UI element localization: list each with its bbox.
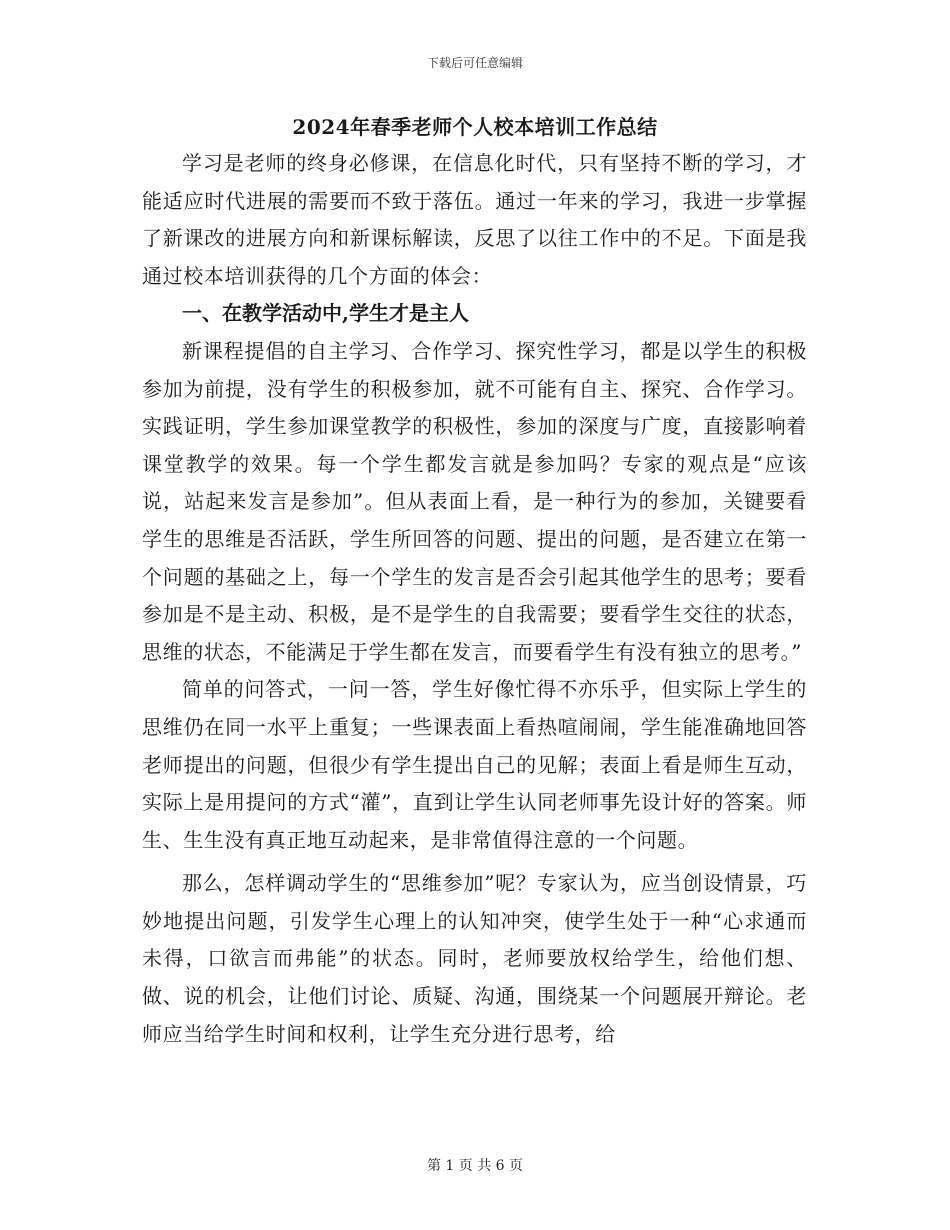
document-title: 2024年春季老师个人校本培训工作总结 — [292, 115, 658, 139]
body-paragraph-1: 新课程提倡的自主学习、合作学习、探究性学习，都是以学生的积极参加为前提，没有学生的积极参加，就不可能有自主、探究、合作学习。实践证明，学生参加课堂教学的积极性，参加的深度与广度，直接影响着课堂教学的效果。每一个学生都发言就是参加吗？专家的观点是“应该说，站起来发言是参加”。但从表面上看，是一种行为的参加，关键要看学生的思维是否活跃，学生所回答的问题、提出的问题，是否建立在第一个问题的基础之上，每一个学生的发言是否会引起其他学生的思考；要看参加是不是主动、积极，是不是学生的自我需要；要看学生交往的状态，思维的状态，不能满足于学生都在发言，而要看学生有没有独立的思考。” — [142, 338, 807, 664]
body-paragraph-2: 简单的问答式，一问一答，学生好像忙得不亦乐乎，但实际上学生的思维仍在同一水平上重复；一些课表面上看热喧闹闹，学生能准确地回答老师提出的问题，但很少有学生提出自己的见解；表面上看是师生互动，实际上是用提问的方式“灌”，直到让学生认同老师事先设计好的答案。师生、生生没有真正地互动起来，是非常值得注意的一个问题。 — [142, 677, 807, 852]
header-note: 下载后可任意编辑 — [426, 56, 523, 70]
intro-paragraph: 学习是老师的终身必修课，在信息化时代，只有坚持不断的学习，才能适应时代进展的需要而不致于落伍。通过一年来的学习，我进一步掌握了新课改的进展方向和新课标解读，反思了以往工作中的不足。下面是我通过校本培训获得的几个方面的体会： — [142, 151, 807, 288]
document-body — [142, 145, 807, 1053]
page-number: 第 1 页 共 6 页 — [426, 1158, 524, 1174]
body-paragraph-3: 那么，怎样调动学生的“思维参加”呢？专家认为，应当创设情景，巧妙地提出问题，引发学生心理上的认知冲突，使学生处于一种“心求通而未得，口欲言而弗能”的状态。同时，老师要放权给学生，给他们想、做、说的机会，让他们讨论、质疑、沟通，围绕某一个问题展开辩论。老师应当给学生时间和权利，让学生充分进行思考，给 — [142, 871, 807, 1046]
section-heading-1: 一、在教学活动中,学生才是主人 — [182, 301, 469, 326]
